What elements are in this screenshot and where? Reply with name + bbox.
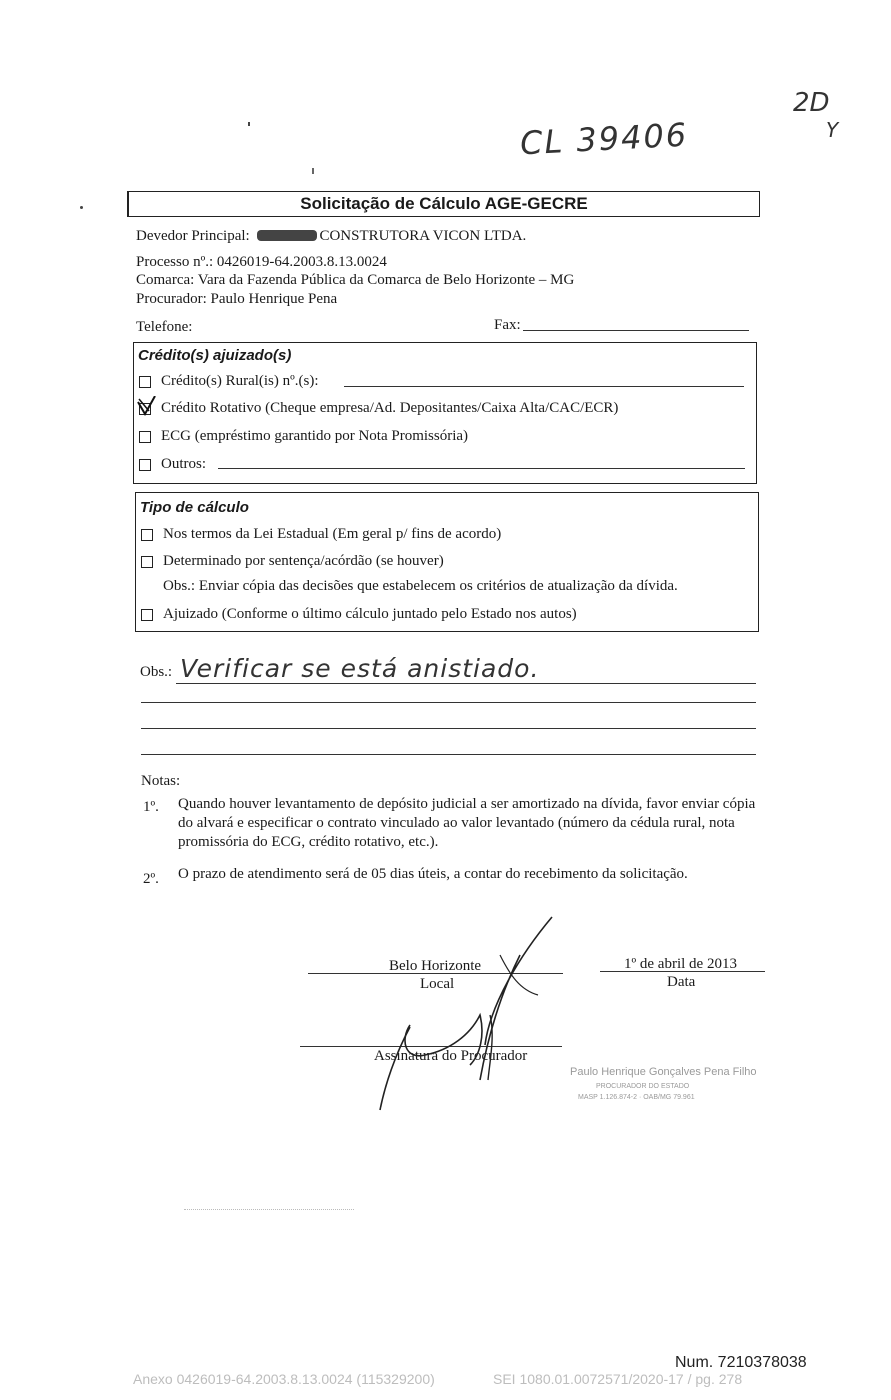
nota-1-text: Quando houver levantamento de depósito judicial a ser amortizado na dívida, favor enviar cópia do alvará e especificar o contrato vinculado ao valor levantado (número da cédula rural, nota promissória do ECG, crédito rotativo, etc.). [178, 796, 756, 850]
credito-rotativo-option[interactable] [139, 400, 618, 417]
sentenca-option[interactable] [141, 553, 444, 570]
fax-field-line[interactable] [523, 330, 749, 331]
checkbox-icon[interactable] [141, 609, 153, 621]
outros-field-line[interactable] [218, 468, 745, 469]
ecg-option[interactable] [139, 428, 468, 445]
obs-line-1[interactable] [176, 683, 756, 684]
handwritten-signature [370, 915, 570, 1115]
checkbox-icon[interactable] [139, 459, 151, 471]
procurador-line: Procurador: Paulo Henrique Pena [136, 291, 338, 307]
processo-line: Processo nº.: 0426019-64.2003.8.13.0024 [136, 254, 387, 270]
stamp-masp: MASP 1.126.874-2 · OAB/MG 79.961 [578, 1094, 695, 1101]
credito-rural-field-line[interactable] [344, 386, 744, 387]
checkbox-checked-icon[interactable] [139, 403, 151, 415]
local-label: Local [420, 976, 455, 992]
date-label: Data [667, 974, 696, 990]
tipo-obs-note: Obs.: Enviar cópia das decisões que estabelecem os critérios de atualização da dívida. [163, 578, 678, 594]
outros-label: Outros: [161, 456, 206, 472]
signature-label: Assinatura do Procurador [374, 1048, 528, 1064]
handwritten-y-mark: Y [826, 118, 839, 142]
scan-speck [80, 206, 83, 209]
lei-estadual-option[interactable] [141, 526, 501, 543]
faint-scan-line [184, 1209, 354, 1210]
checkbox-icon[interactable] [139, 431, 151, 443]
ajuizado-option[interactable] [141, 606, 577, 623]
sentenca-label: Determinado por sentença/acórdão (se houver) [163, 553, 444, 569]
scan-speck [248, 122, 250, 126]
document-number: Num. 7210378038 [675, 1354, 807, 1371]
stamp-name: Paulo Henrique Gonçalves Pena Filho [570, 1066, 757, 1078]
fax-label: Fax: [494, 317, 521, 333]
obs-line-2[interactable] [141, 702, 756, 703]
checkbox-icon[interactable] [141, 556, 153, 568]
redaction-mark [257, 230, 317, 241]
nota-2-text: O prazo de atendimento será de 05 dias úteis, a contar do recebimento da solicitação. [178, 866, 688, 882]
devedor-label: Devedor Principal: [136, 228, 250, 244]
date-line [600, 971, 765, 972]
credito-heading: Crédito(s) ajuizado(s) [138, 347, 292, 364]
devedor-value: CONSTRUTORA VICON LTDA. [319, 228, 527, 244]
checkbox-icon[interactable] [139, 376, 151, 388]
devedor-line [136, 228, 526, 245]
nota-1-number: 1º. [143, 799, 159, 815]
local-value: Belo Horizonte [389, 958, 482, 974]
obs-line-3[interactable] [141, 728, 756, 729]
stamp-role: PROCURADOR DO ESTADO [596, 1083, 690, 1090]
outros-option[interactable] [139, 456, 206, 473]
tipo-heading: Tipo de cálculo [140, 499, 249, 516]
obs-label: Obs.: [140, 664, 173, 680]
ajuizado-label: Ajuizado (Conforme o último cálculo juntado pelo Estado nos autos) [163, 606, 577, 622]
handwritten-cl-number: CL 39406 [519, 115, 690, 163]
lei-estadual-label: Nos termos da Lei Estadual (Em geral p/ fins de acordo) [163, 526, 502, 542]
ecg-label: ECG (empréstimo garantido por Nota Promissória) [161, 428, 469, 444]
nota-2-number: 2º. [143, 871, 159, 887]
credito-rural-option[interactable] [139, 373, 319, 390]
credito-rotativo-label: Crédito Rotativo (Cheque empresa/Ad. Depositantes/Caixa Alta/CAC/ECR) [161, 400, 619, 416]
footer-anexo: Anexo 0426019-64.2003.8.13.0024 (115329200) [133, 1371, 435, 1387]
credito-rural-label: Crédito(s) Rural(is) nº.(s): [161, 373, 319, 389]
obs-handwritten-text: Verificar se está anistiado. [180, 654, 540, 683]
comarca-line: Comarca: Vara da Fazenda Pública da Comarca de Belo Horizonte – MG [136, 272, 575, 288]
scan-speck [312, 168, 314, 174]
form-title: Solicitação de Cálculo AGE-GECRE [300, 194, 588, 213]
checkbox-icon[interactable] [141, 529, 153, 541]
telefone-label: Telefone: [136, 319, 193, 335]
tipo-section [135, 492, 759, 632]
handwritten-page-mark: 2D [793, 88, 830, 118]
footer-sei: SEI 1080.01.0072571/2020-17 / pg. 278 [493, 1371, 743, 1387]
date-value: 1º de abril de 2013 [624, 956, 737, 972]
obs-line-4[interactable] [141, 754, 756, 755]
check-mark-icon [136, 396, 156, 416]
notas-heading: Notas: [141, 773, 181, 789]
credito-section [133, 342, 757, 484]
form-title-box [127, 191, 760, 217]
